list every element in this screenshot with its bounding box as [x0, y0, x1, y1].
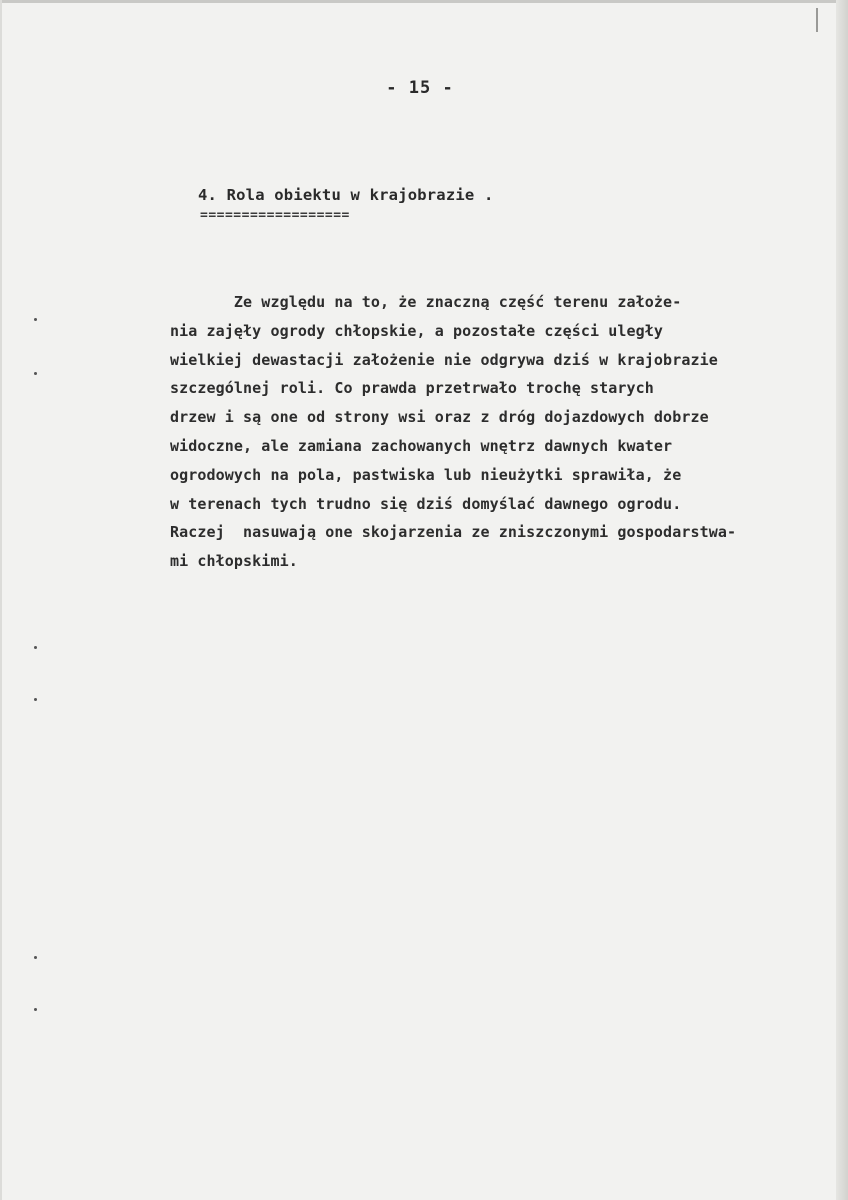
body-line: drzew i są one od strony wsi oraz z dróg dojazdowych dobrze: [170, 408, 709, 427]
body-line: szczególnej roli. Co prawda przetrwało trochę starych: [170, 379, 654, 398]
scan-corner-mark: [816, 8, 834, 32]
scan-border-top: [0, 0, 848, 3]
margin-punch-mark: [34, 956, 37, 959]
body-line: widoczne, ale zamiana zachowanych wnętrz dawnych kwater: [170, 436, 673, 455]
margin-punch-mark: [34, 372, 37, 375]
body-line: mi chłopskimi.: [170, 552, 298, 571]
margin-punch-mark: [34, 1008, 37, 1011]
page-number: - 15 -: [386, 78, 454, 98]
margin-punch-mark: [34, 318, 37, 321]
body-line: Ze względu na to, że znaczną część terenu założe-: [170, 293, 682, 311]
body-line: ogrodowych na pola, pastwiska lub nieużytki sprawiła, że: [170, 465, 682, 484]
scan-border-right: [836, 0, 848, 1200]
body-line: nia zajęły ogrody chłopskie, a pozostałe części uległy: [170, 321, 664, 340]
body-line: wielkiej dewastacji założenie nie odgrywa dziś w krajobrazie: [170, 350, 718, 369]
body-paragraph: [170, 288, 830, 576]
margin-punch-mark: [34, 646, 37, 649]
scan-border-left: [0, 0, 2, 1200]
body-line: w terenach tych trudno się dziś domyślać dawnego ogrodu.: [170, 494, 682, 513]
body-line: Raczej nasuwają one skojarzenia ze zniszczonymi gospodarstwa-: [170, 523, 737, 542]
margin-punch-mark: [34, 698, 37, 701]
heading-underline: ==================: [200, 208, 350, 223]
section-heading: 4. Rola obiektu w krajobrazie .: [198, 186, 494, 204]
